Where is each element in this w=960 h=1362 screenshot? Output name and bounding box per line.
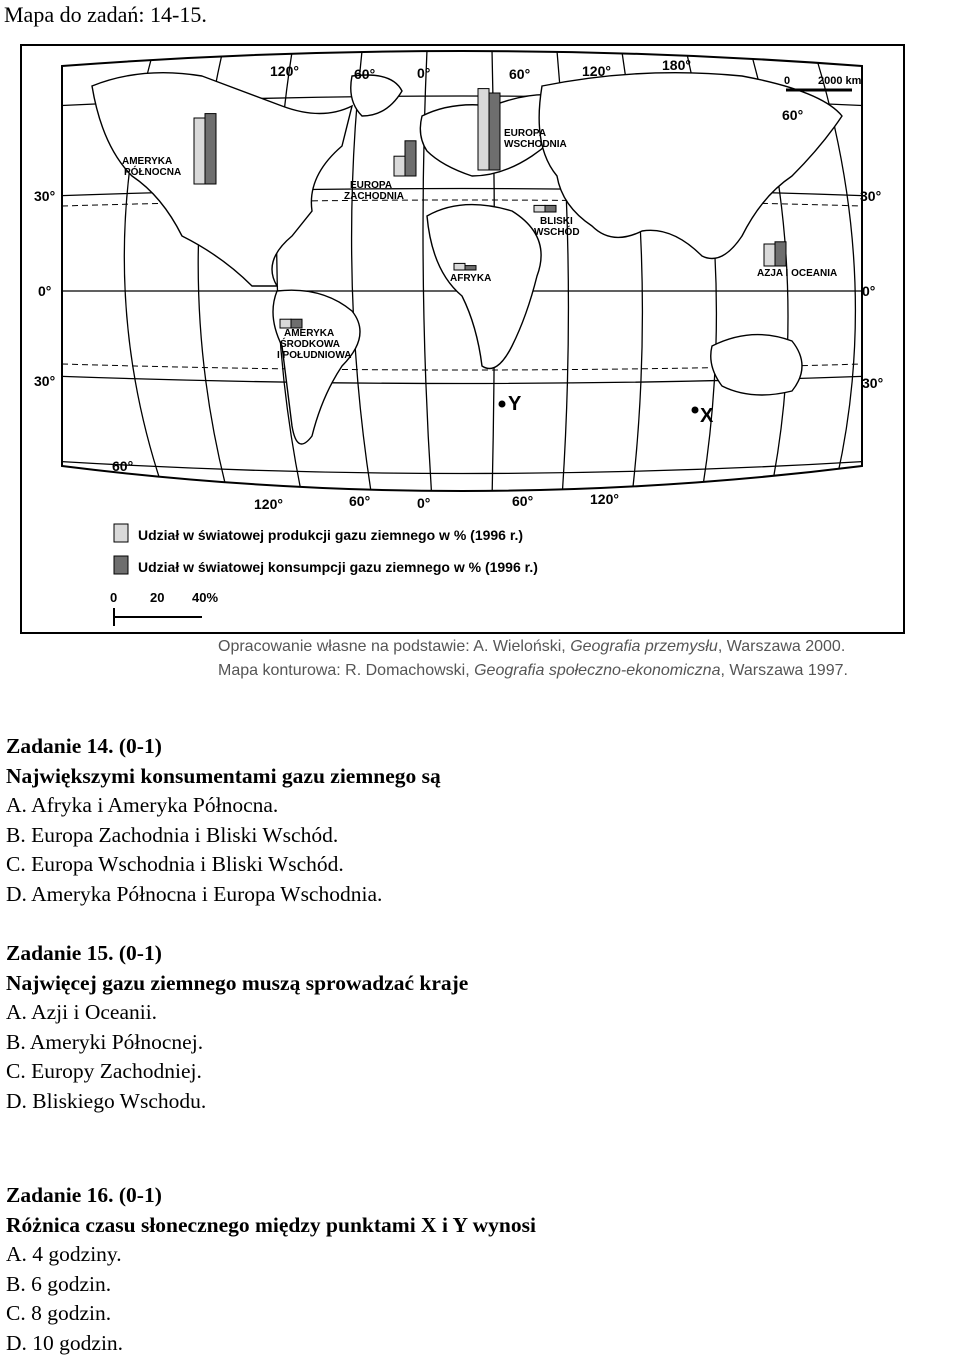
map-legend (110, 524, 538, 626)
meridian-label-bottom: 60° (512, 493, 534, 509)
task-option: B. Europa Zachodnia i Bliski Wschód. (6, 822, 339, 847)
task-option: A. Afryka i Ameryka Północna. (6, 793, 279, 818)
region-bar-production (394, 156, 405, 176)
meridian-label-bottom: 120° (254, 496, 283, 512)
region-label: AMERYKA ŚRODKOWA I POŁUDNIOWA (277, 328, 352, 361)
region-bar-production (280, 319, 291, 328)
task-title: Zadanie 15. (0-1) (6, 941, 162, 965)
task-16 (6, 1181, 536, 1359)
parallel-label-right: 30° (862, 375, 884, 391)
task-option: C. 8 godzin. (6, 1301, 112, 1326)
asia-shape (539, 73, 842, 259)
parallel-label-left: 60° (112, 458, 134, 474)
point-y-marker (499, 401, 506, 408)
region-bar-consumption (291, 319, 302, 328)
meridian-label-top: 60° (354, 66, 376, 82)
south-america-shape (273, 290, 360, 444)
task-option: B. Ameryki Północnej. (6, 1029, 204, 1054)
task-title: Zadanie 14. (0-1) (6, 734, 162, 758)
meridian-label-top: 0° (417, 65, 431, 81)
point-x-label: X (700, 405, 714, 427)
north-america-shape (92, 73, 352, 286)
task-question: Największymi konsumentami gazu ziemnego są (6, 763, 441, 788)
meridian-label-top: 120° (270, 63, 299, 79)
point-y-label: Y (508, 393, 522, 415)
meridian-label-bottom: 60° (349, 493, 371, 509)
task-option: A. 4 godziny. (6, 1242, 122, 1267)
region-bar-production (454, 263, 465, 270)
region-bar-consumption (405, 141, 416, 176)
legend-consumption-label: Udział w światowej konsumpcji gazu ziemnego w % (1996 r.) (138, 559, 538, 575)
task-14 (6, 732, 441, 910)
source-line-1: Opracowanie własne na podstawie: A. Wieloński, Geografia przemysłu, Warszawa 2000. (218, 638, 846, 655)
task-option: D. Bliskiego Wschodu. (6, 1088, 207, 1113)
meridian-label-top: 120° (582, 63, 611, 79)
region-bar-consumption (489, 93, 500, 170)
legend-scale-tick: 40% (192, 590, 219, 605)
australia-shape (711, 335, 802, 395)
meridian-label-bottom: 0° (417, 495, 431, 511)
page-header: Mapa do zadań: 14-15. (4, 2, 207, 27)
legend-production-swatch (114, 524, 128, 542)
region-label: EUROPA ZACHODNIA (344, 180, 404, 202)
meridian-label-bottom: 120° (590, 491, 619, 507)
region-label: BLISKI WSCHÓD (534, 216, 580, 238)
legend-scale-tick: 0 (110, 590, 118, 605)
africa-shape (427, 205, 541, 369)
region-bar-consumption (775, 242, 786, 266)
parallel-label-left: 30° (34, 188, 56, 204)
task-option: A. Azji i Oceanii. (6, 1000, 158, 1025)
scale-zero: 0 (784, 75, 791, 87)
legend-production-label: Udział w światowej produkcji gazu ziemnego w % (1996 r.) (138, 527, 524, 543)
world-map-svg (22, 46, 903, 632)
task-question: Różnica czasu słonecznego między punktami X i Y wynosi (6, 1212, 536, 1237)
legend-scale-tick: 20 (150, 590, 165, 605)
region-bar-production (194, 118, 205, 184)
region-label: AZJA I OCEANIA (757, 268, 838, 279)
task-option: D. Ameryka Północna i Europa Wschodnia. (6, 881, 383, 906)
region-bar-consumption (205, 114, 216, 184)
parallel-label-right: 60° (782, 107, 804, 123)
parallel-label-right: 30° (860, 188, 882, 204)
point-x-marker (692, 407, 699, 414)
task-option: C. Europa Wschodnia i Bliski Wschód. (6, 852, 344, 877)
region-bar-production (478, 89, 489, 170)
region-bar-consumption (545, 205, 556, 212)
meridian-label-top: 60° (509, 66, 531, 82)
parallel-label-left: 0° (38, 283, 52, 299)
task-option: C. Europy Zachodniej. (6, 1059, 202, 1084)
map-scale (784, 75, 862, 90)
task-question: Najwięcej gazu ziemnego muszą sprowadzać kraje (6, 970, 469, 995)
parallel-label-left: 30° (34, 373, 56, 389)
parallel-label-right: 0° (862, 283, 876, 299)
region-label: AMERYKA PÓŁNOCNA (122, 156, 182, 178)
scale-label: 2000 km (818, 75, 862, 87)
region-bar-production (534, 205, 545, 212)
region-bar-consumption (465, 266, 476, 270)
task-15 (6, 939, 468, 1117)
legend-consumption-swatch (114, 556, 128, 574)
region-bar-production (764, 244, 775, 266)
meridian-label-top: 180° (662, 57, 691, 73)
source-line-2: Mapa konturowa: R. Domachowski, Geografia społeczno-ekonomiczna, Warszawa 1997. (218, 662, 848, 679)
world-map (20, 44, 905, 634)
region-label: AFRYKA (450, 273, 492, 284)
task-title: Zadanie 16. (0-1) (6, 1183, 162, 1207)
region-label: EUROPA WSCHODNIA (504, 128, 567, 150)
task-option: B. 6 godzin. (6, 1271, 112, 1296)
task-option: D. 10 godzin. (6, 1330, 124, 1355)
